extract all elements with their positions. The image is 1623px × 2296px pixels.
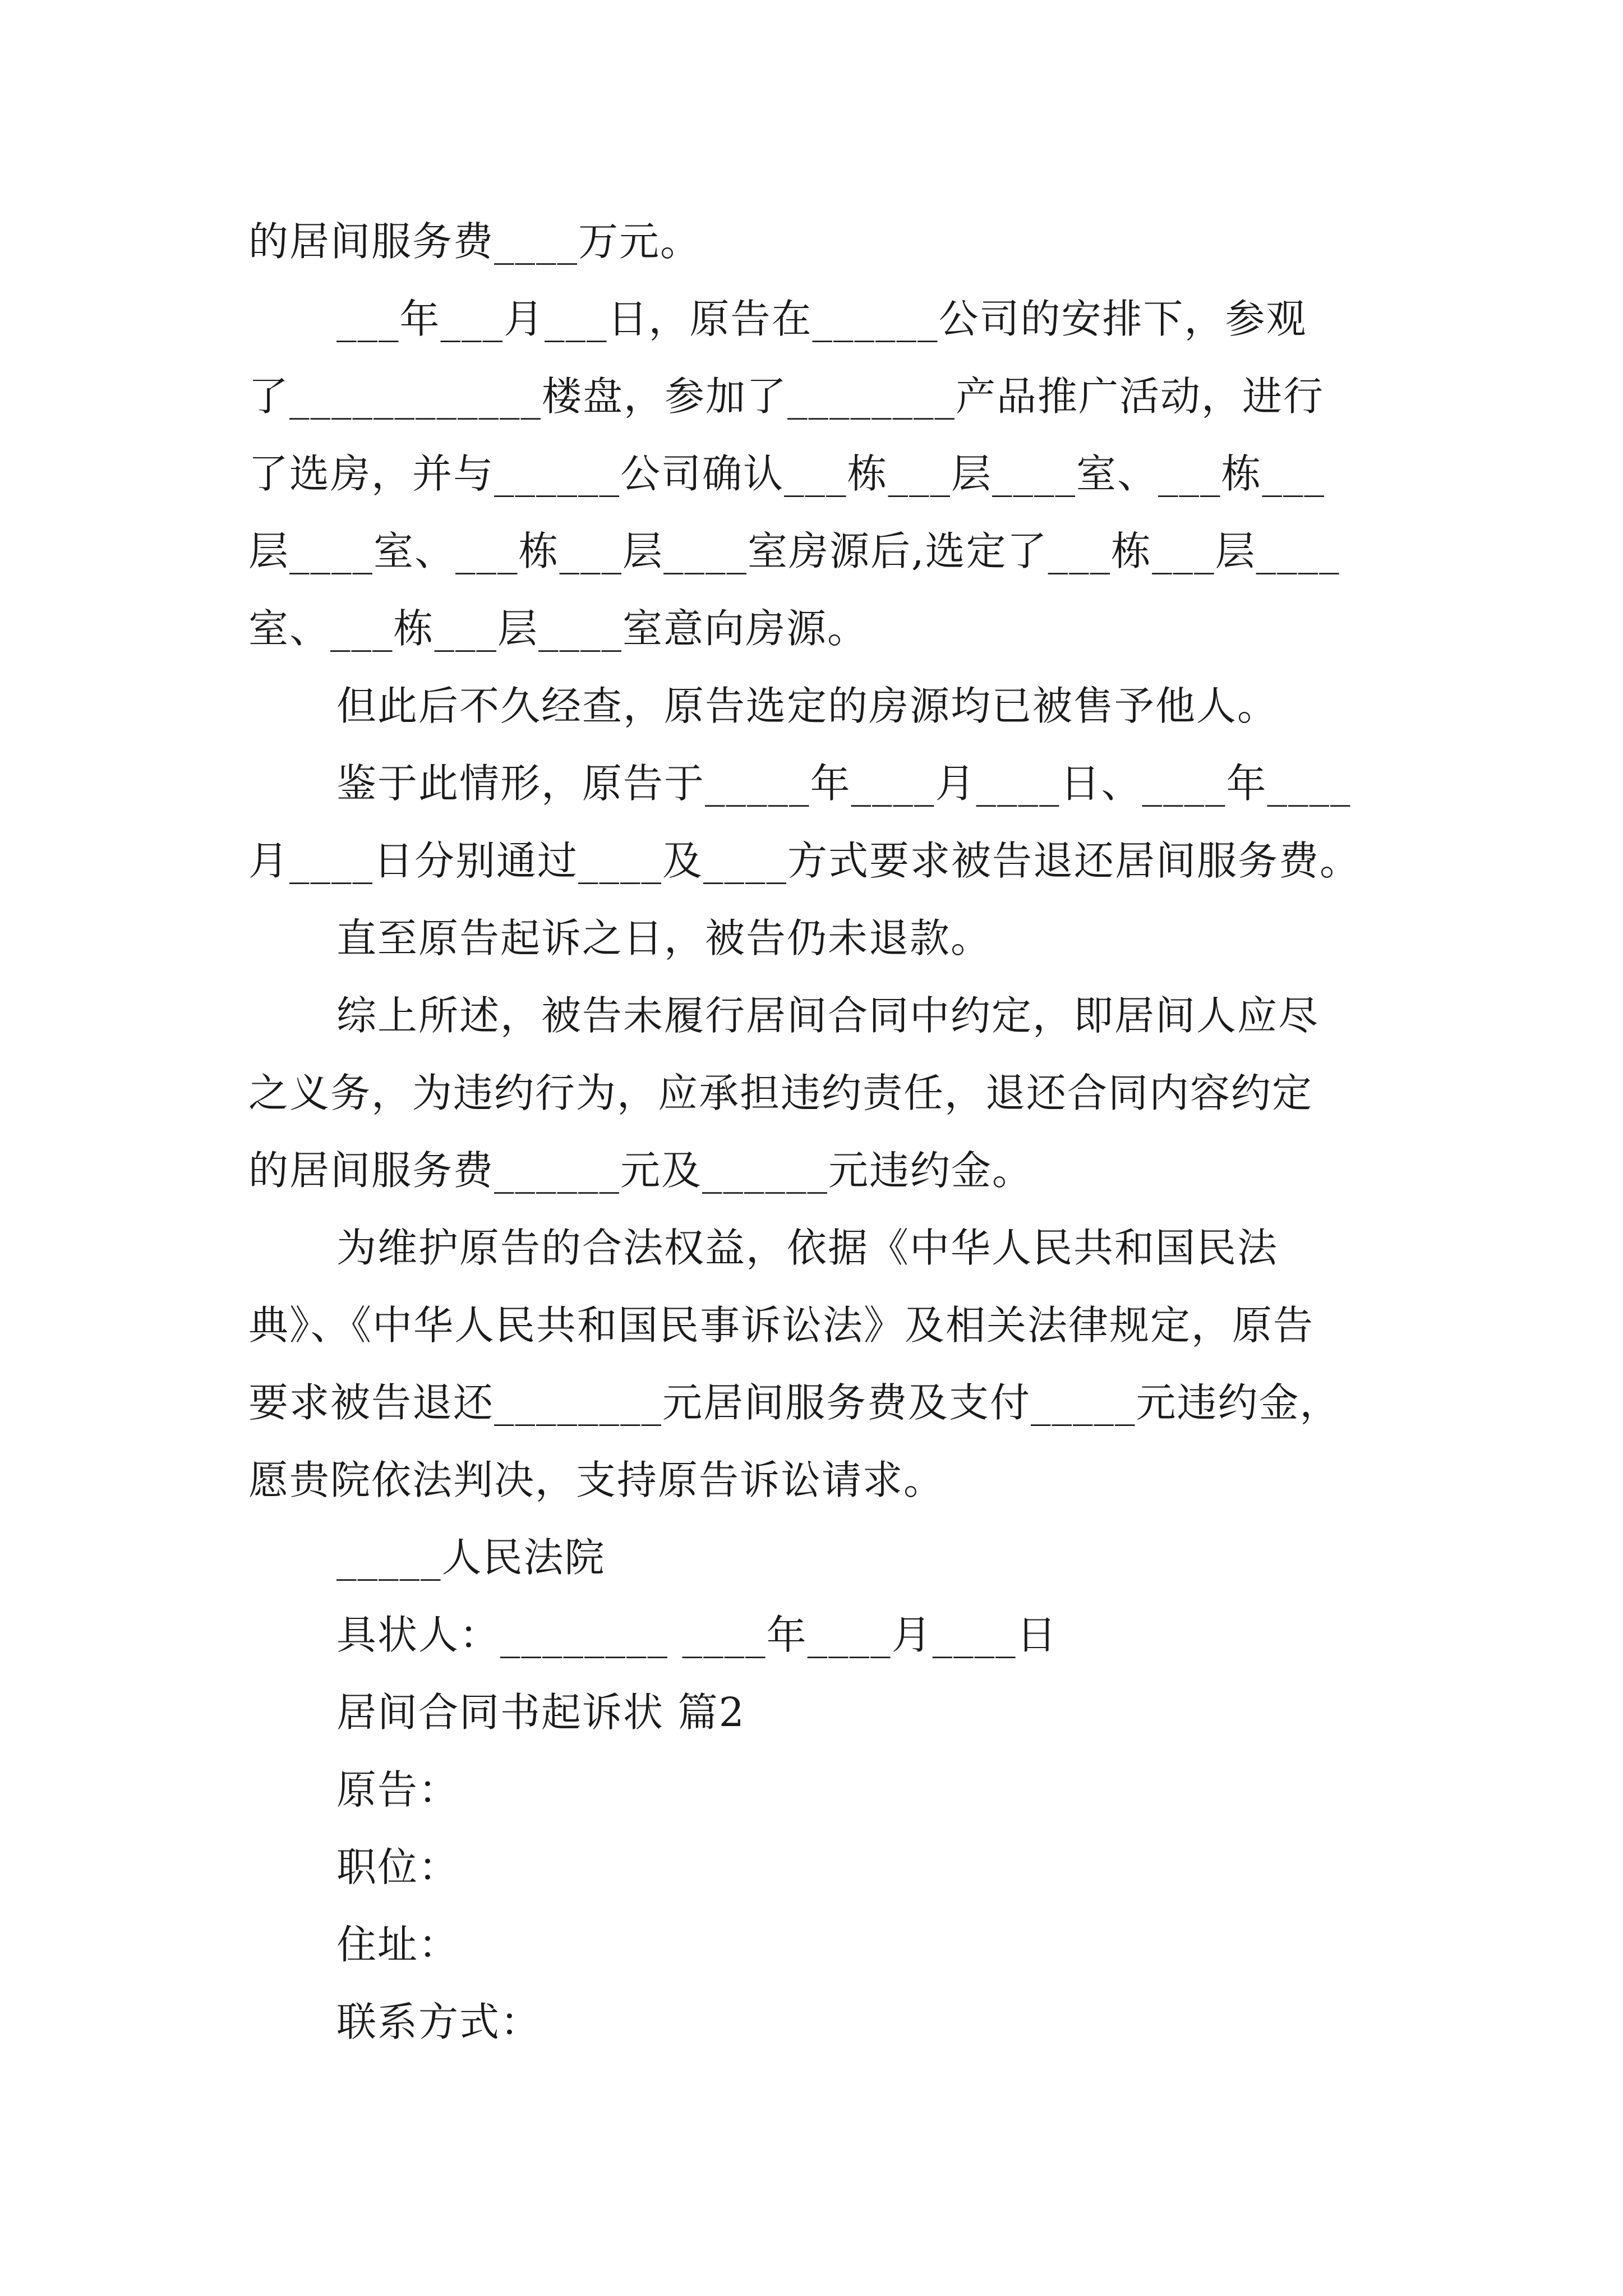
line-no-refund: 直至原告起诉之日，被告仍未退款。 [336, 915, 992, 961]
field-position: 职位： [336, 1844, 460, 1890]
line-request-judgment: 愿贵院依法判决，支持原告诉讼请求。 [248, 1457, 945, 1503]
section-heading-part2: 居间合同书起诉状 篇2 [336, 1689, 745, 1736]
line-claim-amounts: 要求被告退还________元居间服务费及支付_____元违约金， [248, 1379, 1341, 1426]
line-refund-request-method: 月____日分别通过____及____方式要求被告退还居间服务费。 [248, 838, 1361, 884]
line-intended-rooms: 室、___栋___层____室意向房源。 [248, 605, 869, 652]
document-body [248, 203, 1398, 2061]
line-room-selection-cont: 层____室、___栋___层____室房源后,选定了___栋___层____ [248, 528, 1340, 574]
field-contact: 联系方式： [336, 1999, 542, 2045]
line-signature-date: 具状人：________ ____年____月____日 [336, 1612, 1058, 1658]
line-visit-date: ___年___月___日，原告在______公司的安排下，参观 [336, 296, 1307, 342]
line-legal-basis: 为维护原告的合法权益，依据《中华人民共和国民法 [336, 1225, 1279, 1271]
line-legal-basis-cont: 典》、《中华人民共和国民事诉讼法》及相关法律规定，原告 [248, 1302, 1315, 1349]
field-address: 住址： [336, 1921, 460, 1968]
line-summary-cont: 之义务，为违约行为，应承担违约责任，退还合同内容约定 [248, 1070, 1313, 1116]
line-property-promotion: 了____________楼盘，参加了________产品推广活动，进行 [248, 373, 1325, 420]
line-summary: 综上所述，被告未履行居间合同中约定，即居间人应尽 [336, 992, 1320, 1039]
line-court-name: _____人民法院 [336, 1534, 606, 1581]
line-continuation-service-fee: 的居间服务费____万元。 [248, 218, 702, 265]
line-refund-request-dates: 鉴于此情形，原告于_____年____月____日、____年____ [336, 760, 1352, 807]
line-room-selection: 了选房，并与______公司确认___栋___层____室、___栋___ [248, 450, 1326, 497]
line-summary-amounts: 的居间服务费______元及______元违约金。 [248, 1147, 1034, 1194]
field-plaintiff: 原告： [336, 1766, 460, 1813]
line-rooms-sold: 但此后不久经查，原告选定的房源均已被售予他人。 [336, 683, 1279, 729]
